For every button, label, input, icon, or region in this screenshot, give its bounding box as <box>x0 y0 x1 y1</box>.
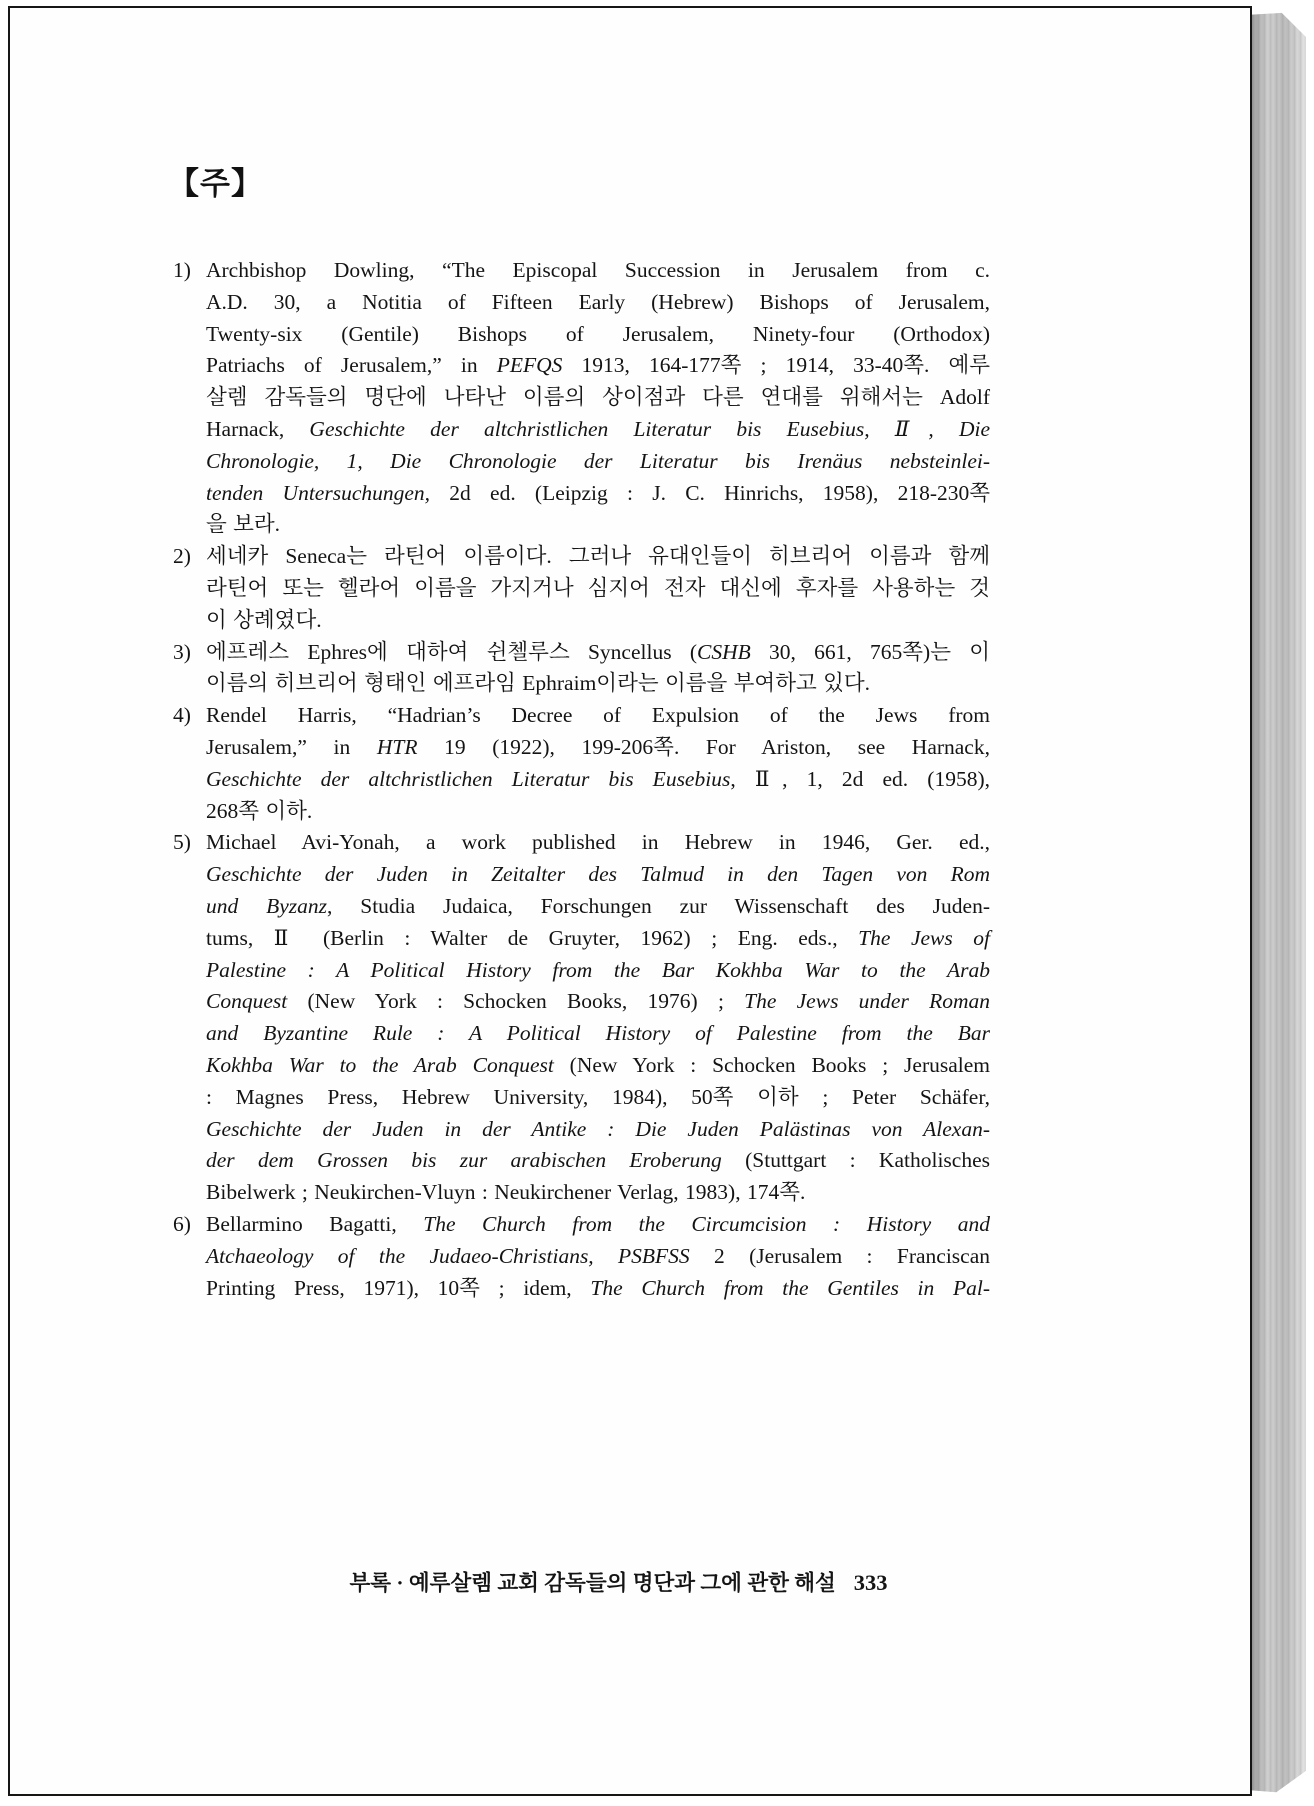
note-line <box>206 255 990 287</box>
note-line <box>206 1241 990 1273</box>
notes-heading: 【주】 <box>168 166 263 201</box>
note-text: 을 보라. <box>206 512 281 537</box>
note-line <box>206 700 990 732</box>
note-text-italic: Kokhba War to the Arab Conquest <box>206 1052 554 1077</box>
note-text: Archbishop Dowling, “The Episcopal Succession in Jerusalem from c. <box>206 258 990 282</box>
book-page <box>8 6 1252 1796</box>
note-text-italic: der dem Grossen bis zur arabischen Eroberung <box>206 1148 722 1173</box>
note-text: Rendel Harris, “Hadrian’s Decree of Expulsion of the Jews from <box>206 703 990 728</box>
note-line <box>206 1273 990 1305</box>
note-text-italic: HTR <box>376 734 418 759</box>
note-line <box>206 1082 990 1114</box>
notes-list <box>173 255 990 1304</box>
note-line <box>206 1018 990 1050</box>
note-text-italic: Atchaeology of the Judaeo-Christians, PSBFSS <box>206 1243 690 1268</box>
note-line <box>206 955 990 987</box>
note-text-italic: Conquest <box>206 989 288 1014</box>
footer-page-number: 333 <box>853 1570 888 1595</box>
note-item <box>173 637 990 701</box>
note-item <box>173 255 990 541</box>
note-line <box>206 859 990 891</box>
note-line <box>206 796 990 828</box>
note-item <box>173 700 990 827</box>
note-line <box>206 1145 990 1177</box>
note-line <box>206 986 990 1018</box>
note-number: 2) <box>173 544 191 569</box>
note-text: 라틴어 또는 헬라어 이름을 가지거나 심지어 전자 대신에 후자를 사용하는 것 <box>206 575 990 600</box>
note-text: 1913, 164-177쪽 ; 1914, 33-40쪽. 예루 <box>562 353 991 378</box>
note-line <box>206 382 990 414</box>
note-text-italic: Palestine : A Political History from the Bar Kokhba War to the Arab <box>206 957 990 982</box>
note-text-italic: The Church from the Circumcision : History and <box>423 1211 990 1236</box>
note-line <box>206 668 990 700</box>
note-number: 5) <box>173 830 191 855</box>
note-text-italic: The Jews under Roman <box>744 989 990 1014</box>
note-text-italic: and Byzantine Rule : A Political History of Palestine from the Bar <box>206 1021 990 1046</box>
page-footer <box>173 1569 990 1597</box>
note-text-italic: und Byzanz <box>206 893 328 918</box>
note-text: (New York : Schocken Books, 1976) ; <box>287 989 745 1014</box>
note-line <box>206 478 990 510</box>
note-item <box>173 541 990 636</box>
note-text-italic: PEFQS <box>496 353 563 378</box>
note-line <box>206 1209 990 1241</box>
note-text: 세네카 Seneca는 라틴어 이름이다. 그러나 유대인들이 히브리어 이름과 함께 <box>206 544 990 569</box>
note-text: Jerusalem,” in <box>206 734 377 759</box>
note-item <box>173 1209 990 1304</box>
note-text: , Studia Judaica, Forschungen zur Wissenschaft des Juden- <box>327 893 990 918</box>
note-line <box>206 541 990 573</box>
note-text-italic: CSHB <box>697 639 751 664</box>
note-text-italic: Geschichte der Juden in der Antike : Die Juden Palästinas von Alexan- <box>206 1116 990 1141</box>
note-text: Twenty-six (Gentile) Bishops of Jerusalem, Ninety-four (Orthodox) <box>206 321 990 346</box>
note-text: 이름의 히브리어 형태인 에프라임 Ephraim이라는 이름을 부여하고 있다. <box>206 671 871 696</box>
note-text-italic: The Jews of <box>858 925 990 950</box>
note-line <box>206 637 990 669</box>
note-line <box>206 891 990 923</box>
note-number: 3) <box>173 639 191 664</box>
note-text: (New York : Schocken Books ; Jerusalem <box>553 1052 990 1077</box>
note-text: 2d ed. (Leipzig : J. C. Hinrichs, 1958), 218-230쪽 <box>430 480 991 505</box>
note-line <box>206 605 990 637</box>
note-line <box>206 509 990 541</box>
note-number: 1) <box>173 258 191 282</box>
note-text-italic: Geschichte der altchristlichen Literatur bis Eusebius, Ⅱ, Die <box>309 416 990 441</box>
note-text-italic: Chronologie, 1, Die Chronologie der Literatur bis Irenäus nebsteinlei- <box>206 448 990 473</box>
note-text-italic: tenden Untersuchungen, <box>206 480 431 505</box>
note-text: 19 (1922), 199-206쪽. For Ariston, see Harnack, <box>417 734 990 759</box>
note-line <box>206 732 990 764</box>
note-line <box>206 287 990 319</box>
note-text: 에프레스 Ephres에 대하여 쉰첼루스 Syncellus ( <box>206 639 697 664</box>
note-text: 살렘 감독들의 명단에 나타난 이름의 상이점과 다른 연대를 위해서는 Adolf <box>206 385 990 410</box>
note-line <box>206 923 990 955</box>
note-text: 이 상례였다. <box>206 607 322 632</box>
note-text: tums, Ⅱ (Berlin : Walter de Gruyter, 1962) ; Eng. eds., <box>206 925 859 950</box>
note-line <box>206 573 990 605</box>
note-text: Patriachs of Jerusalem,” in <box>206 353 497 378</box>
note-number: 4) <box>173 703 191 728</box>
note-item <box>173 827 990 1209</box>
note-line <box>206 319 990 351</box>
page-edge <box>1252 12 1306 1794</box>
note-text-italic: Geschichte der Juden in Zeitalter des Talmud in den Tagen von Rom <box>206 862 990 887</box>
note-line <box>206 414 990 446</box>
note-line <box>206 446 990 478</box>
note-line <box>206 1114 990 1146</box>
note-line <box>206 827 990 859</box>
note-text: 268쪽 이하. <box>206 798 313 823</box>
note-text: Printing Press, 1971), 10쪽 ; idem, <box>206 1275 591 1300</box>
note-text: Bellarmino Bagatti, <box>206 1211 424 1236</box>
note-text: 30, 661, 765쪽)는 이 <box>750 639 991 664</box>
note-number: 6) <box>173 1211 191 1236</box>
note-text: , Ⅱ, 1, 2d ed. (1958), <box>730 766 990 791</box>
note-text: Michael Avi-Yonah, a work published in Hebrew in 1946, Ger. ed., <box>206 830 990 855</box>
note-text: (Stuttgart : Katholisches <box>721 1148 990 1173</box>
note-line <box>206 764 990 796</box>
note-text: Bibelwerk ; Neukirchen-Vluyn : Neukirchener Verlag, 1983), 174쪽. <box>206 1180 806 1205</box>
note-line <box>206 350 990 382</box>
note-text: Harnack, <box>206 416 310 441</box>
note-text: A.D. 30, a Notitia of Fifteen Early (Hebrew) Bishops of Jerusalem, <box>206 289 990 314</box>
note-text-italic: Geschichte der altchristlichen Literatur bis Eusebius <box>206 766 731 791</box>
note-line <box>206 1050 990 1082</box>
note-text-italic: The Church from the Gentiles in Pal- <box>590 1275 990 1300</box>
note-line <box>206 1177 990 1209</box>
note-text: 2 (Jerusalem : Franciscan <box>689 1243 990 1268</box>
footer-title: 부록 · 예루살렘 교회 감독들의 명단과 그에 관한 해설 <box>349 1571 836 1595</box>
note-text: : Magnes Press, Hebrew University, 1984), 50쪽 이하 ; Peter Schäfer, <box>206 1084 990 1109</box>
